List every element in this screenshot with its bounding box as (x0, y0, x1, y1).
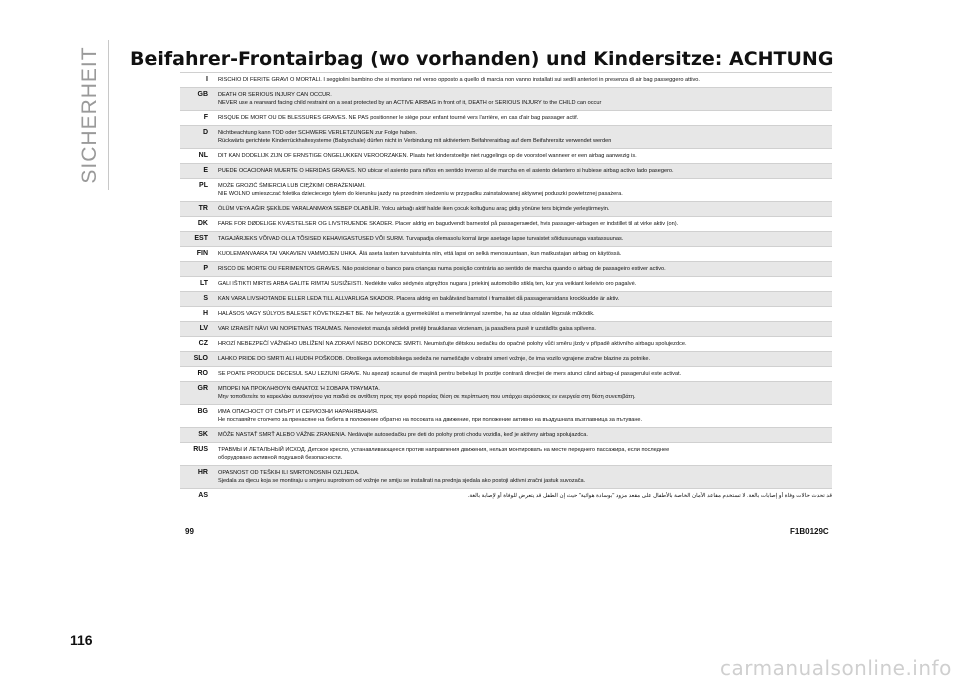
warning-text (214, 202, 832, 216)
language-code: P (203, 265, 208, 272)
warning-row (180, 261, 832, 276)
warning-line: Nichtbeachtung kann TOD oder SCHWERE VERLETZUNGEN zur Folge haben. (218, 130, 418, 136)
language-code: D (202, 129, 208, 136)
language-code: FIN (196, 250, 208, 257)
language-code: RO (197, 370, 208, 377)
warning-row (180, 488, 832, 503)
warning-line: RISCO DE MORTE OU FERIMENTOS GRAVES. Não posicionar o banco para crianças numa posição contrária ao sentido de marcha quando o airbag de passageiro estiver activo. (218, 266, 666, 272)
warning-row (180, 404, 832, 427)
warning-line: ΜΠΟΡΕΙ ΝΑ ΠΡΟΚΛΗΘΟΥΝ ΘΑΝΑΤΟΣ Ή ΣΟΒΑΡΑ ΤΡΑΥΜΑΤΑ. (218, 386, 380, 392)
warning-text (214, 247, 832, 261)
language-code: S (203, 295, 208, 302)
warning-text (214, 489, 832, 503)
warning-row (180, 427, 832, 442)
warning-row (180, 246, 832, 261)
language-code: BG (197, 408, 208, 415)
warning-text (214, 322, 832, 336)
warning-text (214, 443, 832, 465)
warning-row (180, 163, 832, 178)
warning-row (180, 216, 832, 231)
warning-line: ИМА ОПАСНОСТ ОТ СМЪРТ И СЕРИОЗНИ НАРАНЯВАНИЯ. (218, 409, 379, 415)
warning-text (214, 292, 832, 306)
language-code: LV (199, 325, 208, 332)
section-tab (80, 40, 100, 190)
warning-text (214, 277, 832, 291)
warning-text (214, 367, 832, 381)
warning-row (180, 231, 832, 246)
warning-line: قد تحدث حالات وفاة أو إصابات بالغة. لا تستخدم مقاعد الأمان الخاصة بالأطفال على مقعد مزود "بوسادة هوائية" حيث إن الطفل قد يتعرض للوفاة أو لإصابة بالغة. (467, 493, 832, 499)
warning-row (180, 201, 832, 216)
language-code: RUS (193, 446, 208, 453)
warning-row (180, 72, 832, 87)
warning-line: Rückwärts gerichtete Kinderrückhaltesysteme (Babyschale) dürfen nicht in Verbindung mit aktiviertem Beifahrerairbag auf dem Beifahrersitz verwendet werden (218, 138, 612, 144)
warning-text (214, 111, 832, 125)
warning-line: FARE FOR DØDELIGE KVÆSTELSER OG LIVSTRUENDE SKADER. Placer aldrig en bagudvendt barnestol på passagersædet, hvis passager-airbagen er indstillet til at virke aktiv (on). (218, 221, 679, 227)
warning-line: ТРАВМЫ И ЛЕТАЛЬНЫЙ ИСХОД. Детское кресло, устанавливающееся против направления движения, нельзя монтировать на месте переднего пассажира, если последнее (218, 447, 670, 453)
warning-text (214, 352, 832, 366)
language-code: PL (199, 182, 208, 189)
airbag-warning-table (180, 72, 832, 503)
warning-line: RISCHIO DI FERITE GRAVI O MORTALI. I seggiolini bambino che si montano nel verso opposto a quello di marcia non vanno installati sui sedili anteriori in presenza di air bag passeggero attivo. (218, 77, 700, 83)
warning-text (214, 337, 832, 351)
language-code: LT (199, 280, 208, 287)
warning-row (180, 110, 832, 125)
page-title: Beifahrer-Frontairbag (wo vorhanden) und Kindersitze: ACHTUNG (130, 48, 834, 70)
language-code: TR (198, 205, 208, 212)
language-code: F (203, 114, 208, 121)
warning-text (214, 428, 832, 442)
warning-text (214, 179, 832, 201)
warning-text (214, 262, 832, 276)
language-code: I (206, 76, 208, 83)
section-divider (108, 40, 109, 190)
warning-row (180, 465, 832, 488)
warning-line: GALI IŠTIKTI MIRTIS ARBA GALITE RIMTAI SUSIŽEISTI. Nedėkite vaiko sėdynės atgręžtos nugara į priekinį automobilio stiklą ten, kur yra veikiant keleivio oro pagalvė. (218, 281, 637, 287)
warning-row (180, 366, 832, 381)
warning-row (180, 148, 832, 163)
language-code: EST (194, 235, 208, 242)
watermark: carmanualsonline.info (720, 656, 952, 680)
language-code: NL (198, 152, 208, 159)
language-code: GB (197, 91, 208, 98)
warning-text (214, 232, 832, 246)
warning-text (214, 149, 832, 163)
warning-text (214, 217, 832, 231)
language-code: SLO (193, 355, 208, 362)
warning-line: Μην τοποθετείτε το καρεκλάκι αυτοκινήτου για παιδιά σε αντίθετη προς την φορά πορείας θέση σε περίπτωση που υπάρχει αερόσακος εν ενεργεία στη θέση συνεπιβάτη. (218, 394, 636, 400)
warning-line: MÔŽE NASTAŤ SMRŤ ALEBO VÁŽNE ZRANENIA. Nedávajte autosedačku pre deti do polohy proti chodu vozidla, keď je aktívny airbag spolujazdca. (218, 432, 588, 438)
warning-line: PUEDE OCACIONAR MUERTE O HERIDAS GRAVES. NO ubicar el asiento para niños en sentido inverso al de marcha en el asiento delantero si hubiese airbag activo lado pasegero. (218, 168, 674, 174)
warning-row (180, 125, 832, 148)
warning-line: VAR IZRAISĪT NĀVI VAI NOPIETNAS TRAUMAS. Nenovietot mazuļa sēdekli pretēji braukšanas virzienam, ja pasažiera pusē ir uzstādīts gaisa spilvens. (218, 326, 596, 332)
warning-line: SE POATE PRODUCE DECESUL SAU LEZIUNI GRAVE. Nu așezați scaunul de mașină pentru bebeluși în poziție contrară direcției de mers atunci când airbag-ul pasagerului este activat. (218, 371, 682, 377)
warning-line: TAGAJÄRJEKS VÕIVAD OLLA TÕSISED KEHAVIGASTUSED VÕI SURM. Turvapadja olemasolu korral ärge asetage lapse turvaistet sõidusuunaga vastassuunas. (218, 236, 624, 242)
warning-row (180, 291, 832, 306)
warning-row (180, 336, 832, 351)
warning-line: MOŻE GROZIĆ ŚMIERCIA LUB CIĘŻKIMI OBRAŻENIAMI. (218, 183, 366, 189)
warning-line: NIE WOLNO umieszczać foletika dzieciecego tylem do kierunku jazdy na przednim siedzeniu w przypadku zainstalowanej aktywnej poduszki powietrznej pasażera. (218, 191, 623, 197)
warning-row (180, 381, 832, 404)
warning-text (214, 307, 832, 321)
warning-line: KUOLEMANVAARA TAI VAKAVIEN VAMMOJEN UHKA. Älä aseta lasten turvaistuinta niin, että lapsi on selkä menosuuntaan, kun matkustajan airbag on käytössä. (218, 251, 622, 257)
warning-line: RISQUE DE MORT OU DE BLESSURES GRAVES. NE PAS positionner le siège pour enfant tourné vers l'arrière, en cas d'air bag passager actif. (218, 115, 579, 121)
warning-row (180, 276, 832, 291)
language-code: HR (197, 469, 208, 476)
warning-text (214, 73, 832, 87)
warning-line: LAHKO PRIDE DO SMRTI ALI HUDIH POŠKODB. Otroškega avtomobilskega sedeža ne nameščajte v obratni smeri vožnje, če ima vozilo vgrajene zračne blazine za potnike. (218, 356, 651, 362)
warning-row (180, 442, 832, 465)
warning-text (214, 164, 832, 178)
page-number: 116 (70, 632, 93, 648)
warning-line: OPASNOST OD TEŠKIH ILI SMRTONOSNIH OZLJEDA. (218, 470, 360, 476)
warning-text (214, 466, 832, 488)
warning-row (180, 321, 832, 336)
warning-line: DIT KAN DODELIJK ZIJN OF ERNSTIGE ONGELUKKEN VEROORZAKEN. Plaats het kinderstoeltje niet ruggelings op de voorstoel wanneer er een airbag aanwezig is. (218, 153, 637, 159)
language-code: SK (198, 431, 208, 438)
warning-line: Sjedala za djecu koja se montiraju u smjeru suprotnom od vožnje ne smiju se instalirati na prednja sjedala ako postoji aktivni zračni jastuk suvozača. (218, 478, 586, 484)
section-tab-label: SICHERHEIT (78, 46, 101, 184)
warning-row (180, 87, 832, 110)
warning-text (214, 126, 832, 148)
warning-line: HALÁSOS VAGY SÚLYOS BALESET KÖVETKEZHET BE. Ne helyezzük a gyermekülést a menetiránnyal szembe, ha az utas oldalán légzsák működik. (218, 311, 595, 317)
language-code: CZ (198, 340, 208, 347)
warning-line: DEATH OR SERIOUS INJURY CAN OCCUR. (218, 92, 332, 98)
language-code: AS (198, 492, 208, 499)
figure-number: 99 (185, 527, 194, 536)
language-code: DK (197, 220, 208, 227)
warning-text (214, 382, 832, 404)
warning-line: KAN VARA LIVSHOTANDE ELLER LEDA TILL ALLVARLIGA SKADOR. Placera aldrig en bakåtvänd barnstol i framsätet då passagerarsidans krockkudde är aktiv. (218, 296, 620, 302)
warning-line: NEVER use a rearward facing child restraint on a seat protected by an ACTIVE AIRBAG in front of it, DEATH or SERIOUS INJURY to the CHILD can occur (218, 100, 602, 106)
warning-line: ÖLÜM VEYA AĞIR ŞEKİLDE YARALANMAYA SEBEP OLABİLİR. Yolcu airbağı aktif halde iken çocuk koltuğunu araç gidiş yönüne ters biçimde yerleştirmeyin. (218, 206, 610, 212)
language-code: E (203, 167, 208, 174)
warning-text (214, 88, 832, 110)
warning-text (214, 405, 832, 427)
language-code: GR (197, 385, 208, 392)
language-code: H (202, 310, 208, 317)
figure-code: F1B0129C (790, 527, 829, 536)
warning-line: Не поставяйте столчето за пренасяне на бебета в положение обратно на посоката на движение, при положение активно на въздушната възглавница за пътуване. (218, 417, 643, 423)
warning-line: HROZÍ NEBEZPEČÍ VÁŽNÉHO UBLÍŽENÍ NA ZDRAVÍ NEBO DOKONCE SMRTI. Neumisťujte dětskou sedačku do opačné polohy vůči směru jízdy v případě aktivního airbagu spolujezdce. (218, 341, 687, 347)
warning-row (180, 178, 832, 201)
warning-line: оборудовано активной подушкой безопасности. (218, 455, 343, 461)
warning-row (180, 306, 832, 321)
warning-row (180, 351, 832, 366)
